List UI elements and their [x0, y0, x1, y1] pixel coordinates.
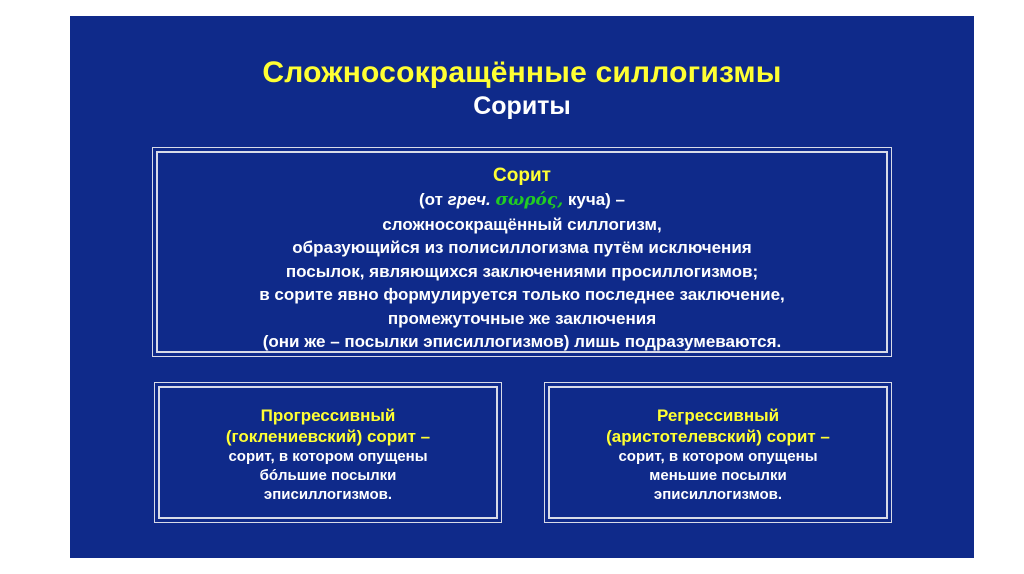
definition-box	[156, 151, 888, 353]
regressive-text: эписиллогизмов.	[653, 486, 783, 503]
progressive-text: сорит, в котором опущены	[228, 448, 428, 465]
regressive-heading: Регрессивный	[656, 406, 780, 425]
definition-line: промежуточные же заключения	[387, 308, 657, 328]
etymology-lang: греч.	[447, 190, 491, 209]
definition-line: посылок, являющихся заключениями просиллогизмов;	[285, 261, 759, 281]
progressive-sorites-box	[158, 386, 498, 519]
progressive-text: эписиллогизмов.	[263, 486, 393, 503]
regressive-text: меньшие посылки	[649, 467, 787, 484]
definition-line: сложносокращённый силлогизм,	[382, 214, 662, 234]
progressive-heading: (гоклениевский) сорит –	[225, 427, 431, 446]
slide-title: Сложносокращённые силлогизмы	[262, 56, 782, 89]
regressive-heading: (аристотелевский) сорит –	[606, 427, 830, 446]
definition-line: образующийся из полисиллогизма путём исключения	[292, 238, 752, 257]
regressive-text: сорит, в котором опущены	[618, 448, 818, 465]
definition-line: в сорите явно формулируется только последнее заключение,	[259, 285, 785, 304]
progressive-text: бóльшие посылки	[259, 467, 397, 484]
progressive-heading: Прогрессивный	[260, 406, 396, 425]
greek-word: σωρός,	[495, 190, 564, 210]
etymology-prefix: (от	[418, 190, 448, 209]
definition-etymology	[158, 188, 886, 213]
definition-heading: Сорит	[493, 165, 551, 186]
definition-line: (они же – посылки эписиллогизмов) лишь подразумеваются.	[262, 332, 782, 351]
slide	[70, 16, 974, 558]
etymology-suffix: куча) –	[563, 190, 626, 209]
regressive-sorites-box	[548, 386, 888, 519]
slide-subtitle: Сориты	[473, 92, 571, 120]
